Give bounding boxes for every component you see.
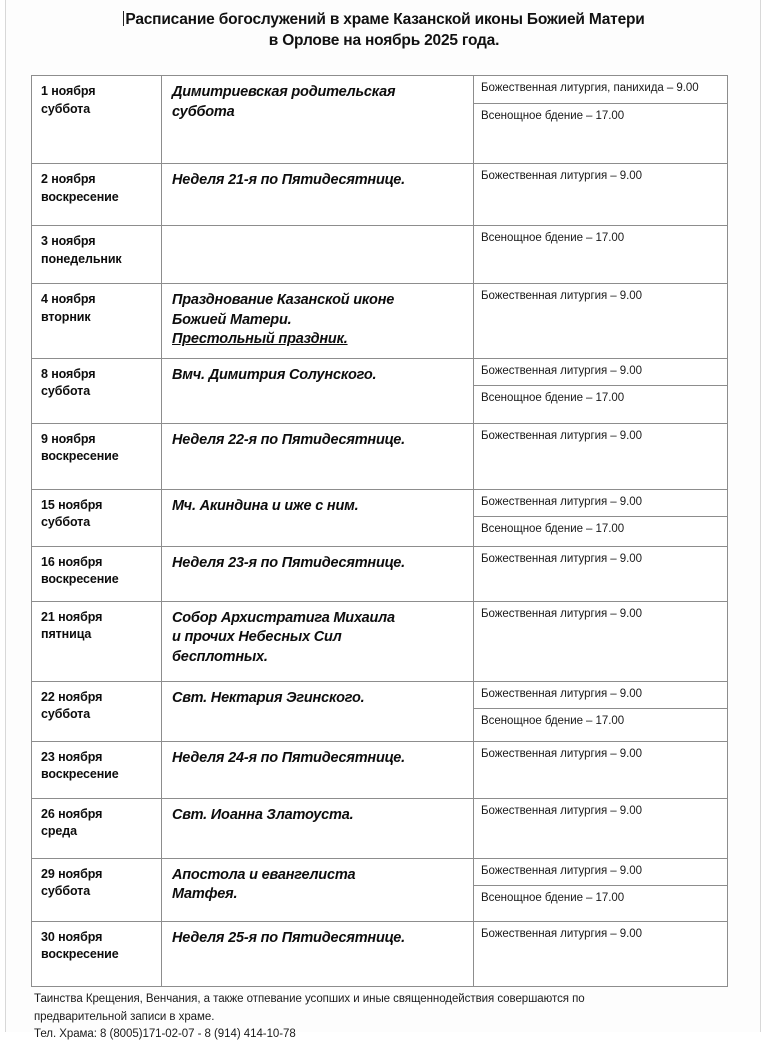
services-cell (474, 226, 728, 284)
table-row (32, 358, 728, 423)
table-row (32, 164, 728, 226)
date-day: 29 ноября (41, 866, 103, 881)
services-list (474, 424, 727, 451)
date-cell (32, 741, 162, 798)
event-cell-content (162, 682, 473, 717)
date-weekday: воскресение (41, 947, 119, 961)
services-list (474, 359, 727, 413)
event-line: Свт. Нектария Эгинского. (172, 689, 365, 706)
date-cell (32, 858, 162, 921)
date-cell-content (32, 682, 161, 732)
event-line: Неделя 25-я по Пятидесятнице. (172, 929, 405, 946)
services-cell (474, 858, 728, 921)
date-cell (32, 489, 162, 546)
event-line: Неделя 24-я по Пятидесятнице. (172, 749, 405, 766)
table-row (32, 489, 728, 546)
date-weekday: среда (41, 824, 77, 838)
date-cell-content (32, 922, 161, 972)
services-cell (474, 76, 728, 164)
table-row (32, 76, 728, 164)
table-row (32, 601, 728, 681)
services-list (474, 164, 727, 191)
date-weekday: суббота (41, 101, 91, 116)
date-day: 2 ноября (41, 172, 96, 186)
event-line: суббота (172, 103, 235, 120)
date-cell-content (32, 76, 161, 126)
service-item: Всенощное бдение – 17.00 (474, 103, 727, 131)
service-item: Божественная литургия – 9.00 (481, 552, 642, 565)
event-line: Неделя 22-я по Пятидесятнице. (172, 431, 405, 448)
page-left-edge (5, 0, 6, 1032)
date-cell (32, 921, 162, 986)
event-line: Празднование Казанской иконе (172, 292, 395, 308)
date-cell-content (32, 164, 161, 214)
service-item: Божественная литургия – 9.00 (481, 864, 642, 877)
title-line-1-text: Расписание богослужений в храме Казанской иконы Божией Матери (125, 11, 645, 28)
table-row (32, 226, 728, 284)
event-cell (162, 741, 474, 798)
services-cell (474, 423, 728, 489)
event-cell (162, 76, 474, 164)
event-cell-content (162, 922, 473, 957)
event-cell (162, 226, 474, 284)
date-day: 21 ноября (41, 609, 103, 624)
service-item: Всенощное бдение – 17.00 (474, 516, 727, 544)
event-cell (162, 798, 474, 858)
service-item: Божественная литургия – 9.00 (481, 170, 642, 182)
event-cell-content (162, 799, 473, 834)
service-item: Божественная литургия – 9.00 (481, 687, 642, 700)
services-list (474, 922, 727, 949)
event-cell-content (162, 742, 473, 777)
date-cell-content (32, 424, 161, 474)
date-day: 23 ноября (41, 749, 103, 764)
table-row (32, 741, 728, 798)
event-cell (162, 546, 474, 601)
date-cell (32, 358, 162, 423)
event-line: Вмч. Димитрия Солунского. (172, 366, 377, 383)
table-row (32, 858, 728, 921)
event-cell (162, 358, 474, 423)
date-cell (32, 546, 162, 601)
date-weekday: пятница (41, 627, 92, 641)
event-cell (162, 164, 474, 226)
date-cell (32, 76, 162, 164)
event-line: Престольный праздник. (172, 331, 348, 347)
date-weekday: воскресение (41, 449, 119, 463)
services-cell (474, 358, 728, 423)
date-day: 1 ноября (41, 84, 96, 98)
service-item: Божественная литургия – 9.00 (481, 495, 642, 508)
services-list (474, 682, 727, 736)
event-cell (162, 921, 474, 986)
date-cell (32, 798, 162, 858)
services-list (474, 742, 727, 769)
event-cell-content (162, 359, 473, 394)
services-list (474, 490, 727, 544)
services-cell (474, 489, 728, 546)
date-day: 9 ноября (41, 431, 96, 446)
date-weekday: суббота (41, 884, 91, 898)
event-cell (162, 489, 474, 546)
date-cell-content (32, 490, 161, 540)
event-line: Матфея. (172, 886, 238, 902)
event-cell-content (162, 424, 473, 459)
services-list (474, 799, 727, 826)
services-cell (474, 284, 728, 359)
date-cell-content (32, 602, 161, 652)
event-line: Собор Архистратига Михаила (172, 609, 395, 626)
services-cell (474, 601, 728, 681)
services-cell (474, 681, 728, 741)
date-cell-content (32, 859, 161, 909)
event-cell (162, 601, 474, 681)
event-line: и прочих Небесных Сил (172, 629, 342, 645)
title-line-2: в Орлове на ноябрь 2025 года. (268, 32, 500, 49)
date-day: 22 ноября (41, 689, 103, 704)
event-cell-content (162, 284, 473, 358)
services-cell (474, 741, 728, 798)
date-day: 4 ноября (41, 292, 96, 306)
service-item: Божественная литургия, панихида – 9.00 (481, 82, 699, 94)
services-list (474, 602, 727, 629)
date-weekday: воскресение (41, 572, 119, 586)
schedule-table (31, 75, 728, 987)
date-day: 30 ноября (41, 929, 103, 944)
date-cell-content (32, 284, 161, 334)
event-cell (162, 284, 474, 359)
table-row (32, 798, 728, 858)
event-cell-content (162, 602, 473, 676)
footer-note-line-2: предварительной записи в храме. (34, 1010, 215, 1023)
service-item: Всенощное бдение – 17.00 (481, 232, 625, 244)
table-row (32, 921, 728, 986)
date-cell-content (32, 799, 161, 849)
date-cell (32, 284, 162, 359)
services-list (474, 226, 727, 253)
event-line: Апостола и евангелиста (172, 866, 356, 883)
service-item: Божественная литургия – 9.00 (481, 607, 642, 620)
event-cell (162, 423, 474, 489)
event-cell (162, 681, 474, 741)
service-item: Божественная литургия – 9.00 (481, 429, 642, 442)
table-row (32, 546, 728, 601)
event-cell-content (162, 76, 473, 130)
date-day: 3 ноября (41, 234, 96, 248)
date-cell-content (32, 547, 161, 597)
date-weekday: воскресение (41, 767, 119, 781)
event-cell-content (162, 859, 473, 913)
date-day: 8 ноября (41, 366, 96, 381)
service-item: Божественная литургия – 9.00 (481, 364, 642, 377)
services-list (474, 284, 727, 311)
date-cell-content (32, 226, 161, 276)
service-item: Божественная литургия – 9.00 (481, 747, 642, 760)
event-cell-content (162, 164, 473, 199)
footer-phone-line: Тел. Храма: 8 (8005)171-02-07 - 8 (914) 414-10-78 (34, 1028, 296, 1040)
date-cell-content (32, 742, 161, 792)
page-title (0, 9, 768, 51)
event-line: Неделя 21-я по Пятидесятнице. (172, 172, 405, 188)
date-weekday: вторник (41, 309, 91, 324)
service-item: Божественная литургия – 9.00 (481, 290, 642, 302)
date-weekday: суббота (41, 707, 91, 721)
event-line: Свт. Иоанна Златоуста. (172, 806, 354, 823)
services-list (474, 547, 727, 574)
table-row (32, 681, 728, 741)
event-line: Неделя 23-я по Пятидесятнице. (172, 554, 405, 571)
service-item: Всенощное бдение – 17.00 (474, 708, 727, 736)
page-right-edge (760, 0, 761, 1032)
date-cell (32, 681, 162, 741)
date-weekday: суббота (41, 384, 91, 398)
services-cell (474, 798, 728, 858)
footer-note-line-1: Таинства Крещения, Венчания, а также отпевание усопших и иные священнодействия совершаются по (34, 993, 585, 1005)
services-cell (474, 164, 728, 226)
date-day: 16 ноября (41, 554, 103, 569)
date-cell (32, 601, 162, 681)
table-row (32, 284, 728, 359)
date-weekday: суббота (41, 515, 91, 529)
table-row (32, 423, 728, 489)
event-line: бесплотных. (172, 648, 268, 665)
date-day: 26 ноября (41, 806, 103, 821)
footer-note (34, 991, 744, 1040)
event-line: Димитриевская родительская (172, 84, 396, 100)
title-line-1 (0, 9, 768, 30)
service-item: Всенощное бдение – 17.00 (474, 885, 727, 913)
event-cell (162, 858, 474, 921)
event-cell-content (162, 226, 473, 241)
services-cell (474, 921, 728, 986)
date-cell (32, 423, 162, 489)
service-item: Божественная литургия – 9.00 (481, 804, 642, 817)
date-day: 15 ноября (41, 497, 103, 512)
event-cell-content (162, 547, 473, 582)
date-cell (32, 226, 162, 284)
date-cell-content (32, 359, 161, 409)
services-cell (474, 546, 728, 601)
date-weekday: понедельник (41, 251, 122, 266)
date-weekday: воскресение (41, 189, 119, 204)
service-item: Божественная литургия – 9.00 (481, 927, 642, 940)
event-cell-content (162, 490, 473, 525)
event-line: Мч. Акиндина и иже с ним. (172, 497, 359, 514)
date-cell (32, 164, 162, 226)
services-list (474, 76, 727, 130)
services-list (474, 859, 727, 913)
service-item: Всенощное бдение – 17.00 (474, 385, 727, 413)
event-line: Божией Матери. (172, 311, 292, 328)
schedule-table-body (32, 76, 728, 987)
